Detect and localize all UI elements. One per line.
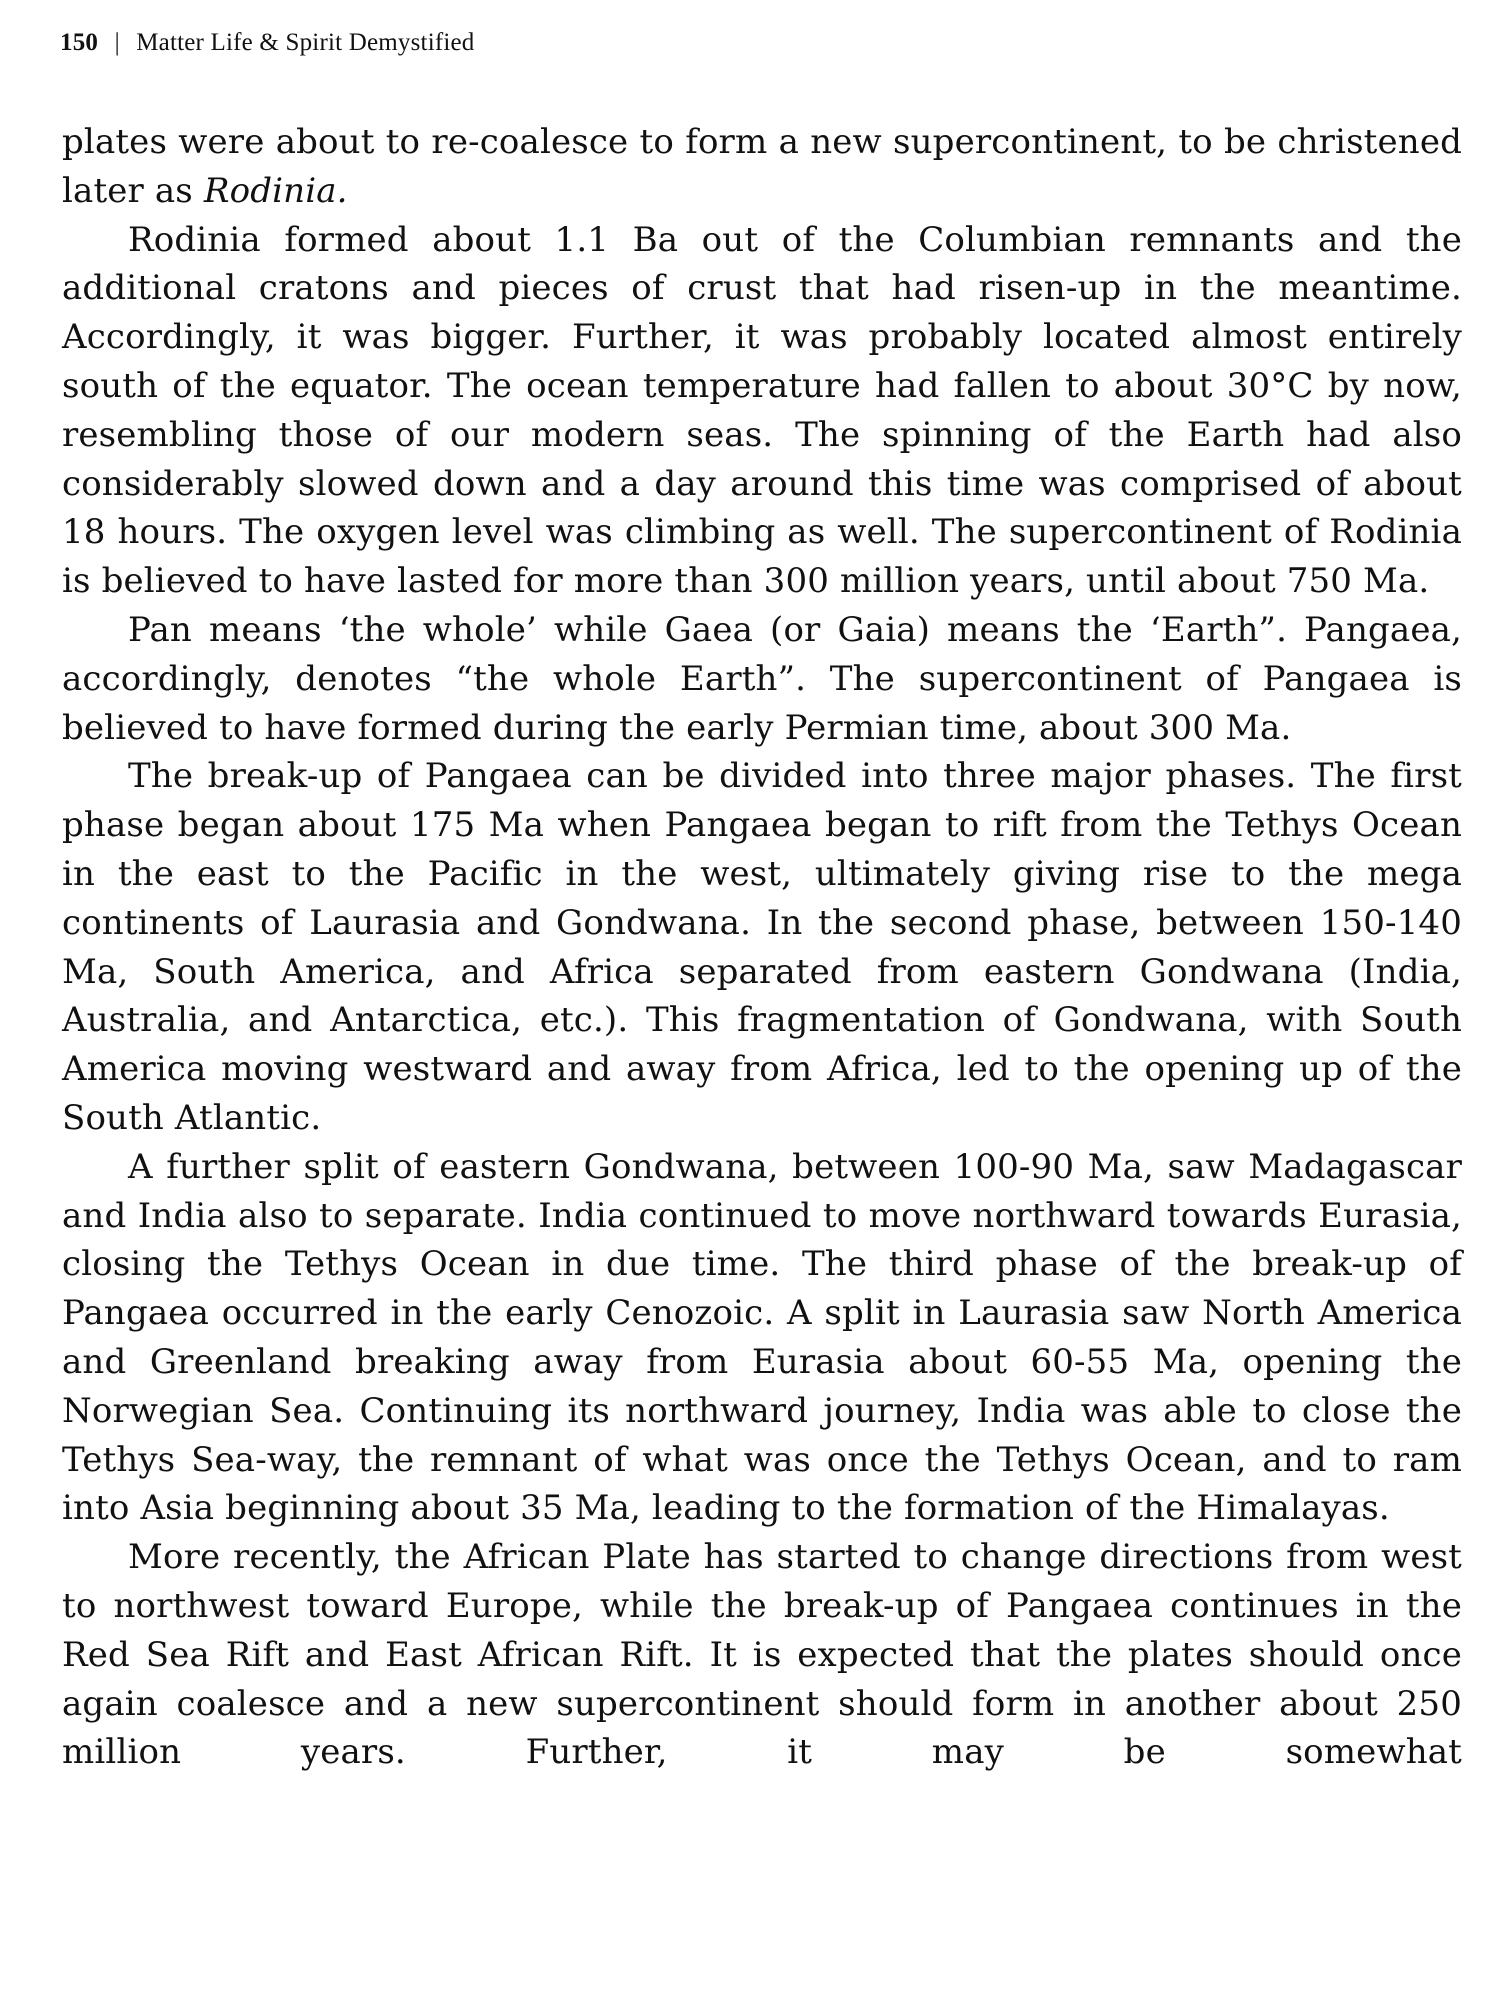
paragraph-pangaea-name: Pan means ‘the whole’ while Gaea (or Gaia) means the ‘Earth”. Pangaea, accordingly, denotes “the whole Earth”. The supercontinent of Pangaea is believed to have formed during the early Permian time, about 300 Ma. (62, 609, 1462, 748)
book-title: Matter Life & Spirit Demystified (136, 29, 475, 56)
paragraph-african-plate: More recently, the African Plate has started to change directions from west to northwest toward Europe, while the break-up of Pangaea continues in the Red Sea Rift and East African Rift. It is expected that the plates should once again coalesce and a new supercontinent should form in another about 250 million years. Further, it may be somewhat (62, 1537, 1462, 1773)
paragraph-continuation (62, 118, 1462, 216)
paragraph-gondwana-split: A further split of eastern Gondwana, between 100-90 Ma, saw Madagascar and India also to separate. India continued to move northward towards Eurasia, closing the Tethys Ocean in due time. The third phase of the break-up of Pangaea occurred in the early Cenozoic. A split in Laurasia saw North America and Greenland breaking away from Eurasia about 60-55 Ma, opening the Norwegian Sea. Continuing its northward journey, India was able to close the Tethys Sea-way, the remnant of what was once the Tethys Ocean, and to ram into Asia beginning about 35 Ma, leading to the formation of the Himalayas. (62, 1146, 1462, 1529)
paragraph-1-text: plates were about to re-coalesce to form a new supercontinent, to be christened later as (62, 122, 1462, 211)
paragraph-break-up-phases: The break-up of Pangaea can be divided into three major phases. The first phase began about 175 Ma when Pangaea began to rift from the Tethys Ocean in the east to the Pacific in the west, ultimately giving rise to the mega continents of Laurasia and Gondwana. In the second phase, between 150-140 Ma, South America, and Africa separated from eastern Gondwana (India, Australia, and Antarctica, etc.). This fragmentation of Gondwana, with South America moving westward and away from Africa, led to the opening up of the South Atlantic. (62, 756, 1462, 1138)
rodinia-italic-term: Rodinia. (203, 170, 348, 211)
running-header (60, 26, 475, 60)
header-separator: | (114, 29, 120, 56)
page-body (62, 118, 1462, 1777)
page-number: 150 (60, 29, 99, 56)
paragraph-rodinia: Rodinia formed about 1.1 Ba out of the Columbian remnants and the additional cratons and pieces of crust that had risen-up in the meantime. Accordingly, it was bigger. Further, it was probably located almost entirely south of the equator. The ocean temperature had fallen to about 30°C by now, resembling those of our modern seas. The spinning of the Earth had also considerably slowed down and a day around this time was comprised of about 18 hours. The oxygen level was climbing as well. The supercontinent of Rodinia is believed to have lasted for more than 300 million years, until about 750 Ma. (62, 219, 1462, 602)
